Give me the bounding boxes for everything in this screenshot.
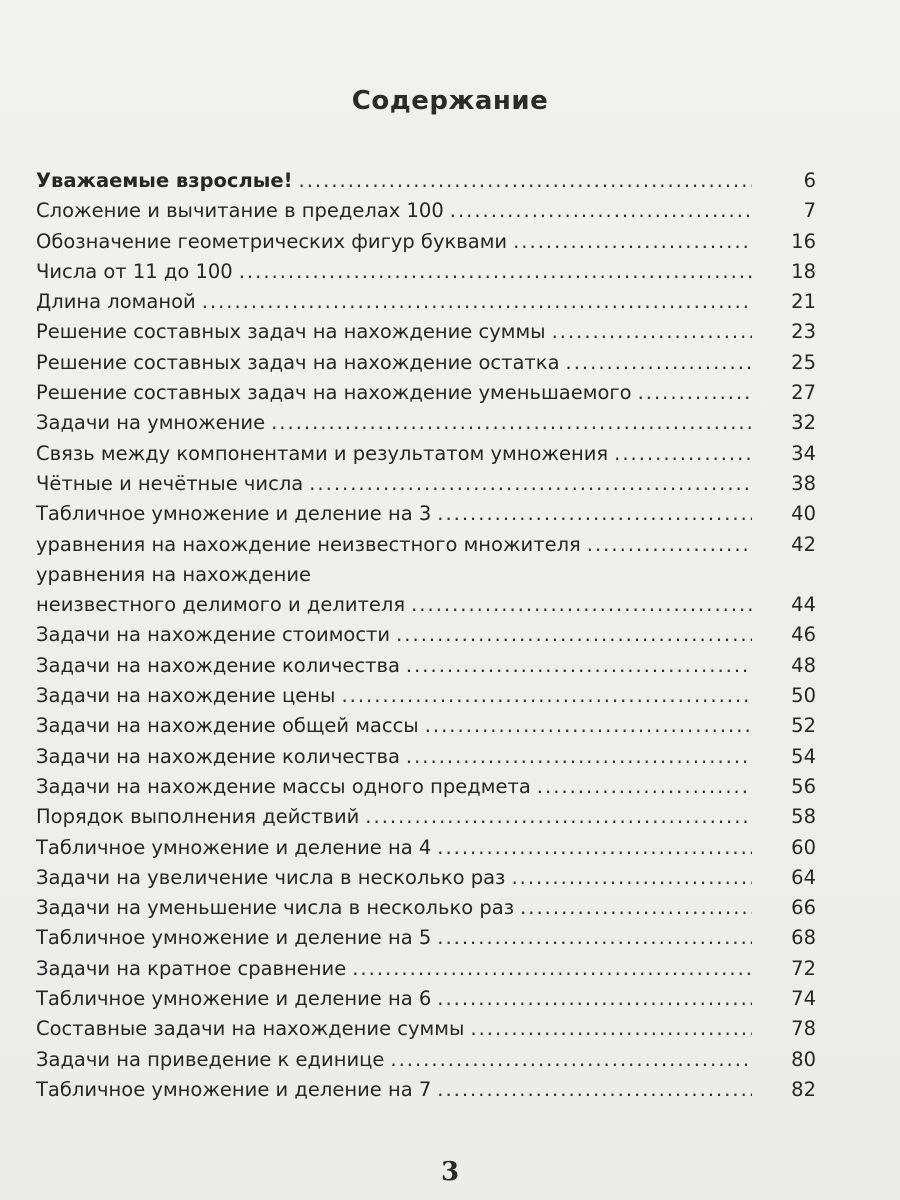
toc-leader-dots — [552, 317, 752, 347]
toc-entry-title: Решение составных задач на нахождение суммы — [36, 320, 546, 344]
toc-entry-page: 46 — [791, 623, 816, 647]
toc-entry — [36, 227, 816, 257]
toc-entry — [36, 1014, 816, 1044]
toc-entry-title: Чётные и нечётные числа — [36, 471, 304, 495]
toc-entry-page: 72 — [791, 956, 816, 980]
toc-entry-page: 40 — [791, 502, 816, 526]
toc-entry — [36, 954, 816, 984]
toc-entry — [36, 439, 816, 469]
toc-entry-title: Табличное умножение и деление на 5 — [36, 926, 432, 950]
toc-entry-title: уравнения на нахождение — [36, 562, 311, 586]
toc-leader-dots — [437, 1075, 752, 1105]
toc-entry-page: 21 — [791, 290, 816, 314]
toc-leader-dots — [470, 1014, 752, 1044]
toc-entry-title: Длина ломаной — [36, 290, 196, 314]
toc-entry-page: 64 — [791, 865, 816, 889]
toc-entry-page: 74 — [791, 987, 816, 1011]
toc-leader-dots — [299, 166, 752, 196]
toc-entry-page: 25 — [791, 350, 816, 374]
toc-leader-dots — [411, 590, 752, 620]
toc-entry — [36, 772, 816, 802]
toc-entry — [36, 1045, 816, 1075]
toc-entry-page: 48 — [791, 653, 816, 677]
toc-entry-title: Уважаемые взрослые! — [36, 169, 293, 192]
toc-leader-dots — [437, 499, 752, 529]
toc-entry — [36, 590, 816, 620]
toc-entry — [36, 196, 816, 226]
toc-entry — [36, 530, 816, 560]
toc-entry-title: Сложение и вычитание в пределах 100 — [36, 199, 444, 223]
toc-entry-title: Задачи на нахождение стоимости — [36, 623, 391, 647]
toc-entry — [36, 651, 816, 681]
toc-entry — [36, 681, 816, 711]
toc-leader-dots — [520, 893, 752, 923]
toc-leader-dots — [638, 378, 752, 408]
toc-entry-page: 52 — [791, 714, 816, 738]
toc-entry-title: Задачи на нахождение количества — [36, 744, 400, 768]
toc-entry-title: Задачи на уменьшение числа в несколько раз — [36, 896, 515, 920]
toc-entry — [36, 257, 816, 287]
toc-leader-dots — [239, 257, 752, 287]
toc-entry-title: Задачи на нахождение цены — [36, 684, 336, 708]
toc-entry-page: 54 — [791, 744, 816, 768]
toc-entry — [36, 408, 816, 438]
toc-leader-dots — [202, 287, 752, 317]
toc-entry-title: Задачи на кратное сравнение — [36, 956, 347, 980]
toc-entry-page: 42 — [791, 532, 816, 556]
toc-entry — [36, 893, 816, 923]
toc-leader-dots — [352, 954, 752, 984]
table-of-contents — [36, 166, 816, 1105]
toc-entry-page: 18 — [791, 259, 816, 283]
toc-entry-page: 6 — [803, 169, 816, 192]
toc-entry — [36, 317, 816, 347]
toc-leader-dots — [406, 742, 752, 772]
toc-entry-title: Решение составных задач на нахождение уменьшаемого — [36, 381, 632, 405]
toc-entry-title: Обозначение геометрических фигур буквами — [36, 229, 508, 253]
toc-entry-page: 7 — [803, 199, 816, 223]
toc-entry-title: Числа от 11 до 100 — [36, 259, 233, 283]
toc-entry-title: Табличное умножение и деление на 4 — [36, 835, 432, 859]
toc-entry-page: 32 — [791, 411, 816, 435]
toc-leader-dots — [450, 196, 752, 226]
toc-entry-page: 38 — [791, 471, 816, 495]
toc-entry-page: 66 — [791, 896, 816, 920]
toc-entry — [36, 923, 816, 953]
toc-entry-page: 78 — [791, 1017, 816, 1041]
toc-leader-dots — [537, 772, 752, 802]
toc-entry-title: Задачи на нахождение массы одного предмета — [36, 774, 531, 798]
toc-entry-page: 56 — [791, 774, 816, 798]
toc-leader-dots — [309, 469, 752, 499]
toc-leader-dots — [437, 923, 752, 953]
toc-entry-title: Задачи на нахождение количества — [36, 653, 400, 677]
toc-entry-page: 58 — [791, 805, 816, 829]
toc-leader-dots — [587, 530, 752, 560]
toc-entry — [36, 984, 816, 1014]
toc-entry-title: Задачи на умножение — [36, 411, 266, 435]
toc-entry-page: 23 — [791, 320, 816, 344]
toc-entry-title: Порядок выполнения действий — [36, 805, 360, 829]
toc-entry — [36, 742, 816, 772]
toc-entry — [36, 378, 816, 408]
toc-leader-dots — [271, 408, 752, 438]
toc-entry — [36, 469, 816, 499]
toc-leader-dots — [390, 1045, 752, 1075]
toc-leader-dots — [341, 681, 752, 711]
toc-entry-page: 50 — [791, 684, 816, 708]
toc-entry — [36, 287, 816, 317]
toc-entry — [36, 348, 816, 378]
toc-leader-dots — [437, 984, 752, 1014]
toc-entry-title: Связь между компонентами и результатом умножения — [36, 441, 609, 465]
toc-entry-title: Составные задачи на нахождение суммы — [36, 1017, 465, 1041]
toc-entry-page: 82 — [791, 1077, 816, 1101]
toc-entry — [36, 833, 816, 863]
toc-entry-page: 34 — [791, 441, 816, 465]
toc-leader-dots — [425, 711, 752, 741]
toc-leader-dots — [513, 227, 752, 257]
toc-entry-page: 27 — [791, 381, 816, 405]
toc-entry-title: Задачи на увеличение числа в несколько раз — [36, 865, 506, 889]
page-number: 3 — [440, 1157, 460, 1187]
toc-entry-title: Табличное умножение и деление на 3 — [36, 502, 432, 526]
toc-entry-title: неизвестного делимого и делителя — [36, 593, 406, 617]
toc-entry-title: Табличное умножение и деление на 7 — [36, 1077, 432, 1101]
toc-entry — [36, 1075, 816, 1105]
toc-leader-dots — [396, 620, 752, 650]
toc-entry — [36, 560, 816, 590]
toc-leader-dots — [511, 863, 752, 893]
toc-entry-title: уравнения на нахождение неизвестного множителя — [36, 532, 581, 556]
toc-leader-dots — [365, 802, 752, 832]
toc-entry-page: 80 — [791, 1047, 816, 1071]
toc-entry — [36, 620, 816, 650]
toc-entry — [36, 711, 816, 741]
toc-entry-page: 60 — [791, 835, 816, 859]
toc-leader-dots — [437, 833, 752, 863]
toc-leader-dots — [566, 348, 752, 378]
toc-entry-title: Задачи на приведение к единице — [36, 1047, 385, 1071]
toc-entry — [36, 166, 816, 196]
toc-entry-page: 44 — [791, 593, 816, 617]
toc-entry-title: Задачи на нахождение общей массы — [36, 714, 419, 738]
toc-entry — [36, 499, 816, 529]
toc-entry — [36, 863, 816, 893]
page-title: Содержание — [351, 86, 549, 116]
toc-entry — [36, 802, 816, 832]
toc-leader-dots — [614, 439, 752, 469]
toc-entry-page: 68 — [791, 926, 816, 950]
toc-entry-title: Решение составных задач на нахождение остатка — [36, 350, 560, 374]
toc-entry-page: 16 — [791, 229, 816, 253]
toc-leader-dots — [406, 651, 752, 681]
toc-entry-title: Табличное умножение и деление на 6 — [36, 987, 432, 1011]
